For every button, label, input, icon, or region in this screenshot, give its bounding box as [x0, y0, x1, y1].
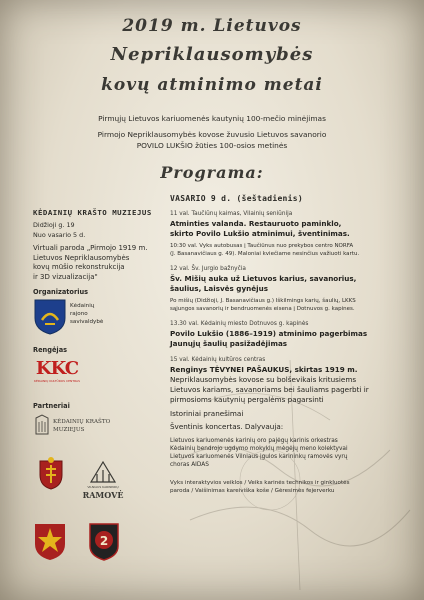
event-4-line-5: Istoriniai pranešimai	[170, 409, 244, 418]
event-2-note-2: sąjungos savanorių ir bendruomenės eisena į Dotnuvos g. kapines.	[170, 306, 355, 312]
organizer-line-2: rajono	[70, 311, 88, 317]
program-column	[170, 194, 402, 495]
museum-address: Didžioji g. 19	[33, 221, 75, 229]
organizers-label: Organizatorius	[33, 288, 89, 296]
event-1-line-1: Atminties valanda. Restauruoto paminklo,	[170, 219, 342, 228]
museum-logo-line-1: KĖDAINIŲ KRAŠTO	[53, 419, 111, 425]
kkc-logo-text: KKC	[35, 358, 79, 379]
event-2-line-1: Šv. Mišių auka už Lietuvos karius, savanorius,	[170, 274, 357, 283]
event-1-note-2: (J. Basanavičiaus g. 49). Maloniai kviečiame nesinčius važiuoti kartu.	[170, 251, 360, 257]
museum-logo-line-2: MUZIEJUS	[53, 427, 85, 433]
final-note-1: Vyks interaktyvios veiklos / Veiks karinės technikos ir ginkluotės	[170, 480, 350, 486]
subtitle-3: POVILO LUKŠIO žūties 100-osios metinės	[136, 141, 288, 150]
title-line-1: 2019 m. Lietuvos	[122, 16, 302, 36]
kkc-logo-subtext: KĖDAINIŲ KULTŪROS CENTRAS	[34, 379, 80, 383]
event-4-line-4: pirmosioms kautynių pergalėms pagarsinti	[170, 395, 324, 404]
battalion-2-badge-icon	[88, 522, 120, 562]
event-3-line-2: Jaunųjų šaulių pasižadėjimas	[170, 339, 288, 348]
event-4-line-1: Renginys TĖVYNEI PAŠAUKUS, skirtas 1919 m.	[170, 365, 358, 374]
exhibit-date: Nuo vasario 5 d.	[33, 230, 86, 239]
military-emblem-icon	[36, 455, 66, 491]
exhibit-line-2: Lietuvos Nepriklausomybės	[33, 253, 130, 262]
ramove-subtext: VILNIAUS KARININKŲ	[87, 485, 119, 489]
kedainiai-coat-of-arms-icon	[33, 298, 67, 336]
event-4-line-6: Šventinis koncertas. Dalyvauja:	[170, 422, 284, 431]
left-column	[33, 208, 173, 282]
event-1-line-2: skirto Povilo Lukšio atminimui, šventinimas.	[170, 229, 350, 238]
organizer-name	[70, 302, 103, 326]
museum-logo-text	[53, 418, 110, 434]
performer-4: choras AIDAS	[170, 462, 209, 468]
museum-logo-icon	[33, 414, 51, 436]
event-1-location: 11 val. Taučiūnų kaimas, Vilainių seniūnija	[170, 211, 293, 217]
title-line-3: kovų atminimo metai	[101, 75, 323, 95]
subtitle-1: Pirmųjų Lietuvos kariuomenės kautynių 100-mečio minėjimas	[98, 114, 326, 123]
ramove-text: RAMOVĖ	[82, 490, 124, 500]
organizer-line-1: Kėdainių	[70, 303, 95, 309]
event-1-note-1: 10:30 val. Vyks autobusas į Taučiūnus nuo prekybos centro NORFA	[170, 243, 354, 249]
title-line-2: Nepriklausomybės	[110, 44, 314, 65]
event-3-location: 13.30 val. Kėdainių miesto Dotnuvos g. kapinės	[170, 321, 309, 327]
kkc-logo	[33, 358, 81, 383]
svg-text:2: 2	[99, 534, 109, 548]
event-2-location: 12 val. Šv. Jurgio bažnyčia	[170, 266, 246, 272]
event-4-line-2: Nepriklausomybės kovose su bolševikais kritusiems	[170, 375, 357, 384]
performer-2: Kėdainių bendrojo ugdymo mokyklų mėgėjų meno kolektyvai	[170, 446, 348, 452]
final-note-2: paroda / Vaišinimas kareiviška koše / Gėresimės fejerverku	[170, 488, 335, 494]
exhibit-line-4: ir 3D vizualizacija"	[33, 272, 98, 281]
event-4-line-3: Lietuvos kariams, savanoriams bei šauliams pagerbti ir	[170, 385, 369, 394]
partneriai-label: Partneriai	[33, 402, 70, 410]
yellow-star-emblem-icon	[33, 522, 67, 562]
program-date: VASARIO 9 d. (šeštadienis)	[170, 194, 304, 203]
organizer-line-3: savivaldybė	[70, 319, 104, 325]
event-2-line-2: šaulius, Laisvės gynėjus	[170, 284, 268, 293]
event-2-note-1: Po mišių (Didžioji, J. Basanavičiaus g.) Iškilmings karių, šaulių, LKKS	[170, 298, 356, 304]
exhibit-line-1: Virtuali paroda „Pirmojo 1919 m.	[33, 244, 148, 252]
event-3-line-1: Povilo Lukšio (1886–1919) atminimo pagerbimas	[170, 329, 368, 338]
museum-title: KĖDAINIŲ KRAŠTO MUZIEJUS	[33, 208, 152, 217]
subtitle-2: Pirmojo Nepriklausomybės kovose žuvusio Lietuvos savanorio	[97, 130, 327, 139]
programa-heading: Programa:	[160, 163, 264, 182]
performer-1: Lietuvos kariuomenės karinių oro pajėgų karinis orkestras	[170, 438, 338, 444]
exhibit-line-3: kovų mūšio rekonstrukcija	[33, 263, 125, 271]
performer-3: Lietuvos kariuomenės Vilniaus įgulos karininkų ramovės vyrų	[170, 454, 348, 460]
ramove-logo-icon	[88, 458, 118, 486]
rengejas-label: Rengėjas	[33, 346, 68, 354]
event-4-location: 15 val. Kėdainių kultūros centras	[170, 357, 266, 363]
